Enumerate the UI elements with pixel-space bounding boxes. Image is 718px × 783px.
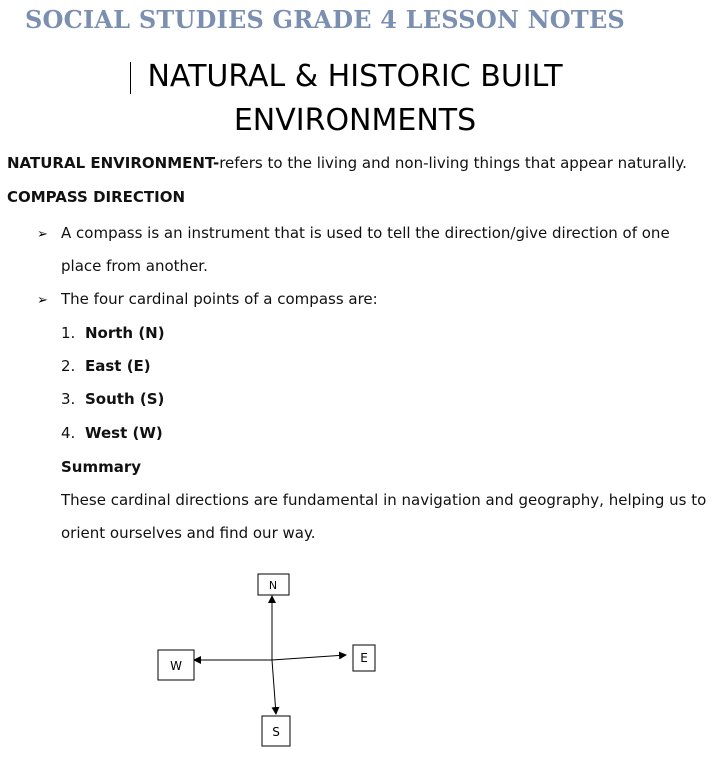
bullet-item xyxy=(37,224,670,242)
document-header-banner: SOCIAL STUDIES GRADE 4 LESSON NOTES xyxy=(25,5,625,34)
title-line-1: NATURAL & HISTORIC BUILT xyxy=(147,59,563,94)
list-item xyxy=(61,390,164,408)
arrow-bullet-icon: ➢ xyxy=(37,293,48,308)
list-number: 3. xyxy=(61,390,76,408)
north-label: N xyxy=(268,579,278,592)
bullet-item xyxy=(37,290,378,308)
definition-text: refers to the living and non-living things that appear naturally. xyxy=(219,154,687,172)
list-item xyxy=(61,357,151,375)
compass-direction-heading: COMPASS DIRECTION xyxy=(7,188,186,206)
text-cursor xyxy=(130,62,131,94)
list-label: East (E) xyxy=(85,357,151,375)
summary-line-2: orient ourselves and find our way. xyxy=(61,524,316,542)
document-title xyxy=(0,55,710,143)
west-label: W xyxy=(170,659,182,673)
definition-paragraph xyxy=(7,154,687,172)
list-item xyxy=(61,324,165,342)
south-arrow xyxy=(272,660,276,714)
east-arrow xyxy=(272,655,346,660)
south-label: S xyxy=(272,725,280,739)
west-box xyxy=(158,650,194,680)
list-number: 4. xyxy=(61,424,76,442)
list-number: 2. xyxy=(61,357,76,375)
list-label: South (S) xyxy=(85,390,165,408)
list-label: North (N) xyxy=(85,324,165,342)
bullet-continuation: place from another. xyxy=(61,257,208,275)
north-box xyxy=(258,574,289,595)
arrow-bullet-icon: ➢ xyxy=(37,227,48,242)
bullet-text: The four cardinal points of a compass are: xyxy=(61,290,378,308)
bullet-text: A compass is an instrument that is used to tell the direction/give direction of one xyxy=(61,224,670,242)
list-number: 1. xyxy=(61,324,76,342)
list-label: West (W) xyxy=(85,424,163,442)
definition-term: NATURAL ENVIRONMENT- xyxy=(7,154,220,172)
summary-heading: Summary xyxy=(61,458,142,476)
east-label: E xyxy=(360,651,368,665)
title-line-2: ENVIRONMENTS xyxy=(233,103,477,138)
summary-line-1: These cardinal directions are fundamental in navigation and geography, helping us to xyxy=(61,491,707,509)
east-box xyxy=(353,645,375,671)
compass-diagram xyxy=(150,565,390,755)
list-item xyxy=(61,424,163,442)
south-box xyxy=(262,716,290,746)
